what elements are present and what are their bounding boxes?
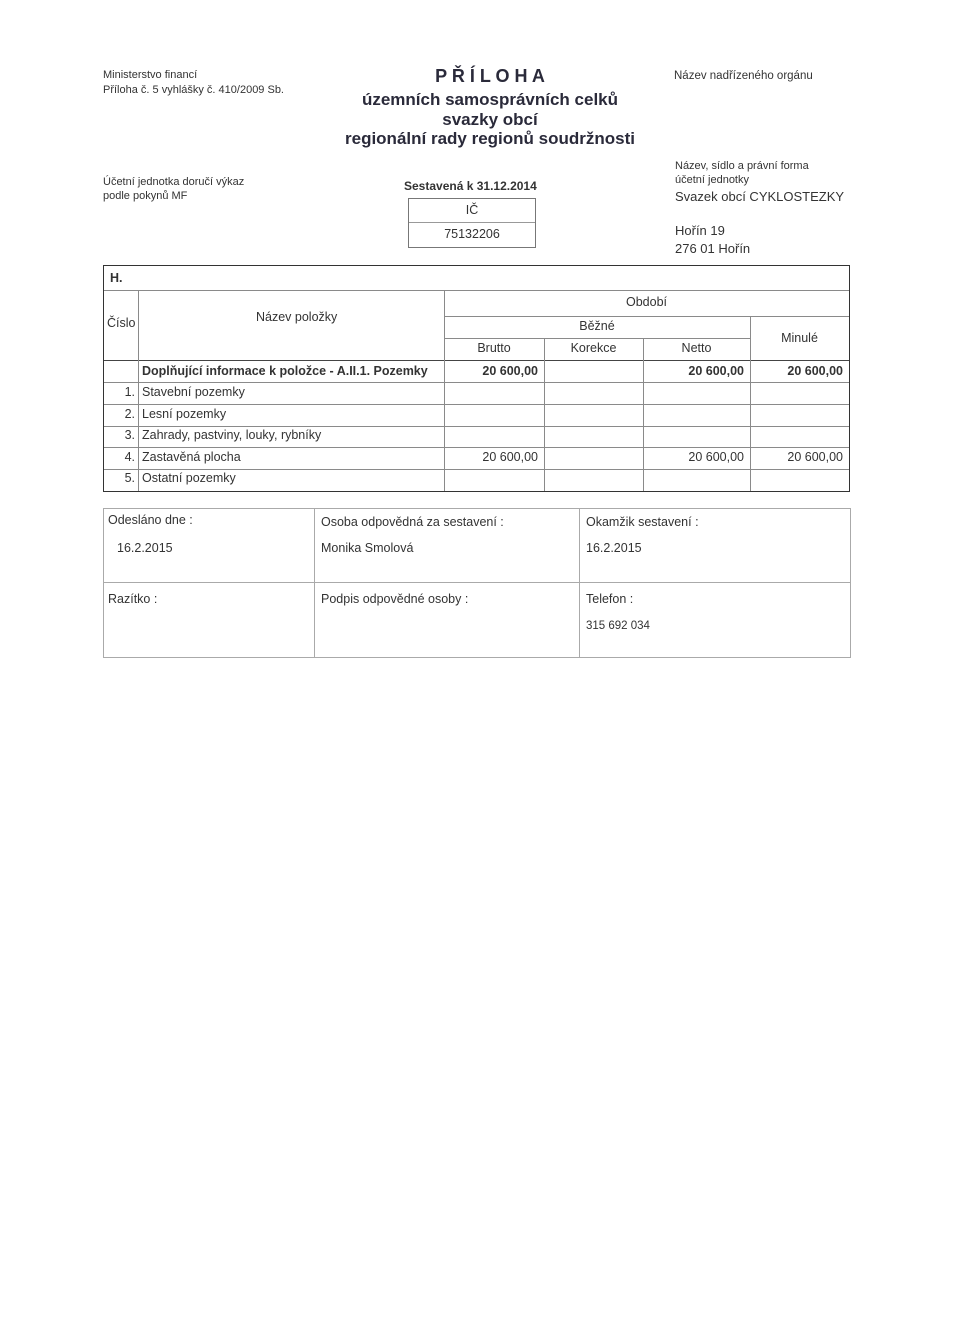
row-name: Zahrady, pastviny, louky, rybníky [142, 428, 322, 442]
row-netto: 20 600,00 [688, 450, 744, 464]
entity-address-line1: Hořín 19 [675, 223, 725, 238]
row-name: Ostatní pozemky [142, 471, 236, 485]
ic-value: 75132206 [444, 227, 500, 241]
col-netto-header: Netto [681, 341, 712, 355]
document-subtitle-2: svazky obcí [442, 110, 538, 129]
responsible-person-label: Osoba odpovědná za sestavení : [321, 515, 504, 529]
col-period-header: Období [625, 295, 667, 309]
entity-label-line2: účetní jednotky [675, 174, 749, 186]
row-number: 5. [124, 471, 135, 485]
section-letter: H. [110, 271, 123, 285]
row-name: Zastavěná plocha [142, 450, 241, 464]
section-h-table [103, 265, 850, 492]
compile-moment-label: Okamžik sestavení : [586, 515, 699, 529]
signature-box [103, 508, 851, 658]
document-subtitle-3: regionální rady regionů soudržnosti [345, 129, 635, 148]
decree-label: Příloha č. 5 vyhlášky č. 410/2009 Sb. [103, 84, 284, 96]
responsible-person-value: Monika Smolová [321, 541, 414, 555]
phone-label: Telefon : [586, 592, 634, 606]
row-number: 4. [124, 450, 135, 464]
col-previous-header: Minulé [781, 331, 818, 345]
row-brutto: 20 600,00 [482, 450, 538, 464]
delivery-note-line2: podle pokynů MF [103, 190, 188, 202]
ic-label: IČ [465, 203, 479, 217]
signature-label: Podpis odpovědné osoby : [321, 592, 469, 606]
row-name: Stavební pozemky [142, 385, 245, 399]
col-current-header: Běžné [579, 319, 615, 333]
ic-box [408, 198, 536, 248]
entity-name: Svazek obcí CYKLOSTEZKY [675, 189, 845, 204]
col-name-header: Název položky [256, 310, 338, 324]
entity-address-line2: 276 01 Hořín [675, 241, 751, 256]
document-title: P Ř Í L O H A [435, 66, 545, 86]
sent-date-label: Odesláno dne : [108, 513, 193, 527]
row-number: 1. [124, 385, 135, 399]
stamp-label: Razítko : [108, 592, 158, 606]
entity-label-line1: Název, sídlo a právní forma [675, 160, 809, 172]
group-previous: 20 600,00 [787, 364, 843, 378]
row-name: Lesní pozemky [142, 407, 227, 421]
ministry-label: Ministerstvo financí [103, 69, 198, 81]
col-brutto-header: Brutto [477, 341, 511, 355]
row-number: 3. [124, 428, 135, 442]
col-korekce-header: Korekce [570, 341, 617, 355]
compile-moment-value: 16.2.2015 [586, 541, 642, 555]
group-brutto: 20 600,00 [482, 364, 538, 378]
col-number-header: Číslo [107, 316, 136, 330]
row-number: 2. [124, 407, 135, 421]
compiled-date: Sestavená k 31.12.2014 [404, 179, 537, 193]
delivery-note-line1: Účetní jednotka doručí výkaz [103, 176, 245, 188]
group-label: Doplňující informace k položce - A.II.1. Pozemky [142, 364, 428, 378]
sent-date-value: 16.2.2015 [117, 541, 173, 555]
superior-organ-label: Název nadřízeného orgánu [674, 70, 813, 82]
document-subtitle-1: územních samosprávních celků [361, 90, 619, 109]
row-previous: 20 600,00 [787, 450, 843, 464]
group-netto: 20 600,00 [688, 364, 744, 378]
phone-value: 315 692 034 [586, 620, 650, 632]
